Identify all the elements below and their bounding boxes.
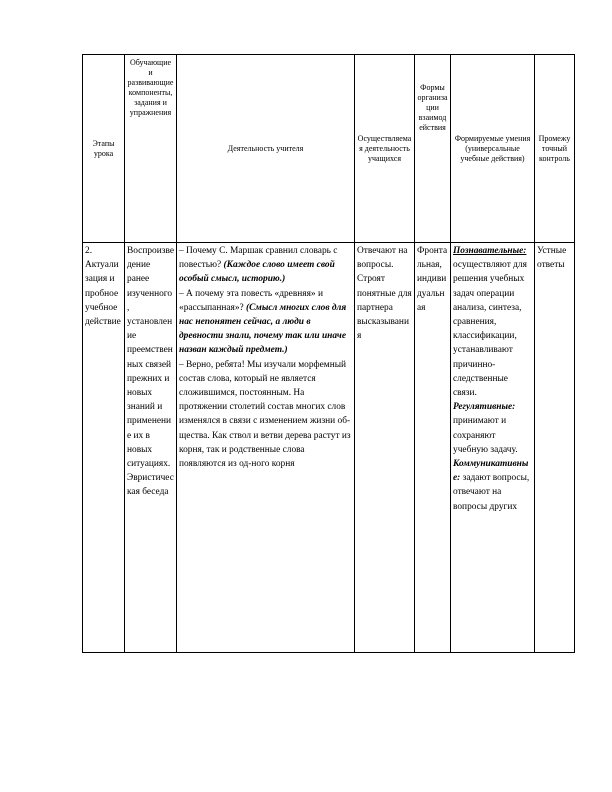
skills-cognitive-label: Познавательные: — [453, 246, 527, 256]
table-row — [83, 243, 575, 653]
cell-skills — [451, 243, 535, 653]
teacher-statement: – Верно, ребята! Мы изучали морфемный состав слова, который не является сложившимся, постоянным. На протяжении столетий состав многих слов изменялся в связи с изменением жизни об-щества. Как ствол и ветви дерева растут из корня, так и родственные слова появляются из од-ного корня — [179, 359, 351, 470]
teacher-question-1-answer: (Каждое слово имеет свой особый смысл, историю.) — [179, 260, 335, 285]
cell-teacher-activity — [177, 243, 355, 653]
skills-cognitive-text: осуществляют для решения учебных задач операции анализа, синтеза, сравнения, классификации, устанавливают причинно-следственные связи. — [453, 260, 527, 399]
skills-regulatory-label: Регулятивные: — [453, 402, 516, 413]
lesson-plan-table — [82, 54, 575, 653]
table-header-row — [83, 55, 575, 243]
teacher-question-2 — [179, 287, 352, 358]
cell-components: Воспроизведение ранее изученного, установление преемственных связей прежних и новых знаний и применение их в новых ситуациях. Эвристическая беседа — [125, 243, 177, 653]
header-skills: Формируемые умения (универсальные учебные действия) — [451, 55, 535, 243]
skills-communicative-label: Коммуникативные: — [453, 459, 529, 484]
cell-student-activity: Отвечают на вопросы. Строят понятные для партнера высказывания — [355, 243, 415, 653]
header-forms: Формы организации взаимодействия — [415, 55, 451, 243]
cell-control: Устные ответы — [535, 243, 575, 653]
header-control: Промежуточный контроль — [535, 55, 575, 243]
header-stages: Этапы урока — [83, 55, 125, 243]
cell-forms: Фронтальная, индивидуальная — [415, 243, 451, 653]
header-teacher-activity: Деятельность учителя — [177, 55, 355, 243]
teacher-question-2-answer: (Смысл многих слов для нас непонятен сейчас, а люди в древности знали, почему так или иначе назван каждый предмет.) — [179, 302, 347, 356]
teacher-question-1 — [179, 244, 352, 287]
header-components: Обучающие и развивающие компоненты, задания и упражнения — [125, 55, 177, 243]
skills-communicative-text: задают вопросы, отвечают на вопросы других — [453, 473, 530, 512]
teacher-question-1-text: – Почему С. Маршак сравнил словарь с повестью? — [179, 246, 338, 271]
cell-stage: 2. Актуализация и пробное учебное действие — [83, 243, 125, 653]
skills-regulatory-text: принимают и сохраняют учебную задачу. — [453, 416, 518, 455]
teacher-question-2-text: – А почему эта повесть «древняя» и «рассыпанная»? — [179, 288, 323, 313]
header-student-activity: Осуществляемая деятельность учащихся — [355, 55, 415, 243]
